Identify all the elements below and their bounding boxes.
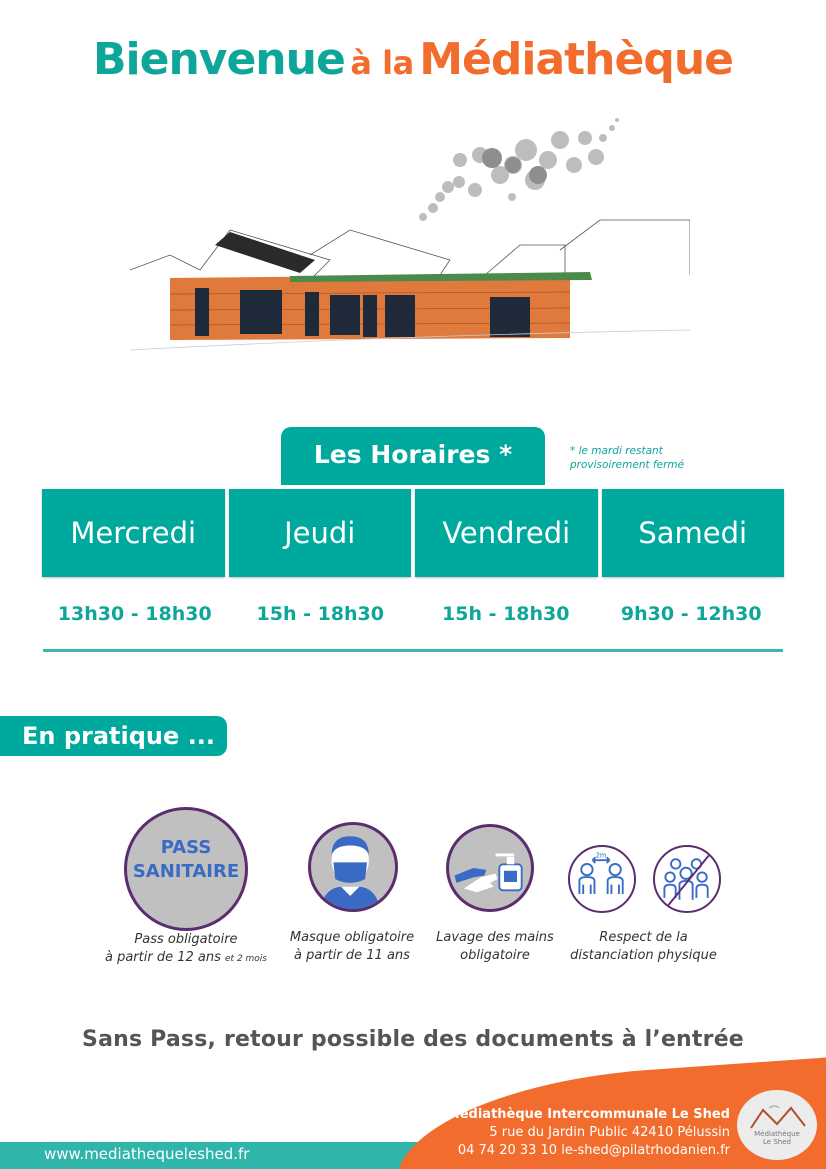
pass-caption-small: et 2 mois [225,954,267,964]
pass-caption [96,931,276,968]
time-samedi: 9h30 - 12h30 [620,603,762,625]
page-title [0,34,826,85]
pratique-heading: En pratique ... [0,716,227,756]
distance-caption-line1: Respect de la [599,930,688,945]
library-name: Médiathèque Intercommunale Le Shed [446,1107,730,1122]
distance-2m-icon [568,845,636,913]
le-shed-logo [737,1090,817,1160]
hours-time-row [42,603,784,625]
wash-caption [420,929,570,965]
return-notice: Sans Pass, retour possible des documents à l’entrée [82,1027,744,1052]
pass-sanitaire-icon [124,807,248,931]
distance-caption-line2: distanciation physique [570,948,717,963]
wash-caption-line1: Lavage des mains [436,930,554,945]
hours-divider [43,649,783,652]
logo-text-line2: Le Shed [763,1138,791,1146]
hand-wash-icon [446,824,534,912]
hours-note-line1: * le mardi restant [570,445,663,457]
logo-text-line1: Médiathèque [754,1130,800,1138]
hours-tab: Les Horaires * [281,427,545,485]
library-building-illustration [130,110,690,390]
mask-caption [272,929,432,965]
no-gathering-icon [653,845,721,913]
mask-icon [308,822,398,912]
pass-label-line2: SANITAIRE [132,861,240,882]
day-samedi: Samedi [602,489,785,577]
mask-caption-line2: à partir de 11 ans [294,948,410,963]
wash-caption-line2: obligatoire [460,948,530,963]
library-address: 5 rue du Jardin Public 42410 Pélussin [489,1125,730,1140]
day-vendredi: Vendredi [415,489,598,577]
time-mercredi: 13h30 - 18h30 [57,603,212,625]
library-contact[interactable]: 04 74 20 33 10 le-shed@pilatrhodanien.fr [457,1143,730,1158]
title-a-la: à la [350,44,414,82]
hours-day-row [42,489,784,577]
hours-footnote [570,444,684,472]
time-jeudi: 15h - 18h30 [256,603,384,625]
logo-roof-icon [747,1104,807,1130]
distance-caption [556,929,731,965]
svg-text:2m: 2m [595,851,607,860]
day-jeudi: Jeudi [229,489,412,577]
hours-note-line2: provisoirement fermé [570,459,685,471]
pass-label-line1: PASS [160,837,212,858]
day-mercredi: Mercredi [42,489,225,577]
website-link[interactable]: www.mediathequeleshed.fr [44,1145,250,1163]
pass-caption-line1: Pass obligatoire [134,932,238,947]
time-vendredi: 15h - 18h30 [442,603,570,625]
mask-caption-line1: Masque obligatoire [289,930,415,945]
title-mediatheque: Médiathèque [419,34,734,85]
title-bienvenue: Bienvenue [92,34,345,85]
footer-contact-info [447,1106,730,1160]
pass-caption-line2: à partir de 12 ans [104,950,221,965]
